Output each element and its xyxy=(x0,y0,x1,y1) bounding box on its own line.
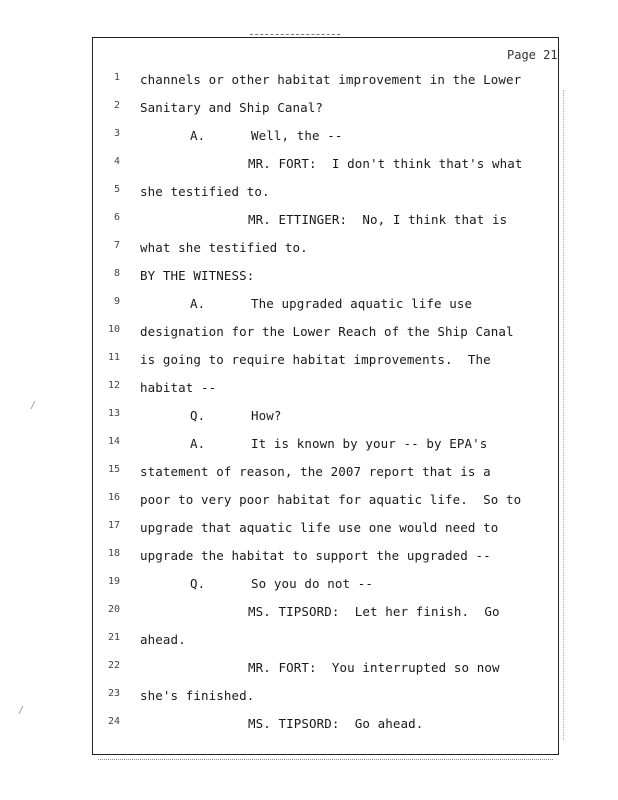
scan-artifact-right xyxy=(563,90,566,740)
line-text: channels or other habitat improvement in the Lower xyxy=(140,72,522,87)
line-number: 12 xyxy=(107,380,120,391)
line-number: 15 xyxy=(107,464,120,475)
line-number: 5 xyxy=(113,184,120,195)
line-number: 3 xyxy=(113,128,120,139)
line-text: MR. ETTINGER: No, I think that is xyxy=(248,212,508,227)
line-text: designation for the Lower Reach of the Ship Canal xyxy=(140,324,514,339)
line-text: Q. How? xyxy=(190,408,282,423)
line-text: BY THE WITNESS: xyxy=(140,268,255,283)
line-number: 7 xyxy=(113,240,120,251)
scan-speck: / xyxy=(18,705,25,716)
line-text: Sanitary and Ship Canal? xyxy=(140,100,324,115)
line-number: 13 xyxy=(107,408,120,419)
line-text: she testified to. xyxy=(140,184,270,199)
scan-speck: / xyxy=(30,400,37,411)
line-number: 8 xyxy=(113,268,120,279)
line-number: 19 xyxy=(107,576,120,587)
line-number: 23 xyxy=(107,688,120,699)
line-text: MR. FORT: You interrupted so now xyxy=(248,660,500,675)
line-number: 6 xyxy=(113,212,120,223)
line-text: she's finished. xyxy=(140,688,255,703)
line-number: 21 xyxy=(107,632,120,643)
line-text: MS. TIPSORD: Let her finish. Go xyxy=(248,604,500,619)
line-number: 14 xyxy=(107,436,120,447)
line-number: 18 xyxy=(107,548,120,559)
line-number: 9 xyxy=(113,296,120,307)
line-text: upgrade that aquatic life use one would need to xyxy=(140,520,499,535)
line-text: upgrade the habitat to support the upgraded -- xyxy=(140,548,491,563)
line-number: 2 xyxy=(113,100,120,111)
line-text: A. The upgraded aquatic life use xyxy=(190,296,473,311)
line-text: habitat -- xyxy=(140,380,217,395)
line-number: 4 xyxy=(113,156,120,167)
line-text: statement of reason, the 2007 report that is a xyxy=(140,464,491,479)
line-number: 17 xyxy=(107,520,120,531)
page-number: Page 21 xyxy=(507,48,558,62)
line-text: A. Well, the -- xyxy=(190,128,343,143)
line-text: what she testified to. xyxy=(140,240,308,255)
scan-artifact-bottom xyxy=(98,759,553,762)
line-text: MS. TIPSORD: Go ahead. xyxy=(248,716,424,731)
line-number: 20 xyxy=(107,604,120,615)
line-text: ahead. xyxy=(140,632,186,647)
line-number: 10 xyxy=(107,324,120,335)
line-number: 1 xyxy=(113,72,120,83)
line-number: 22 xyxy=(107,660,120,671)
line-text: poor to very poor habitat for aquatic life. So to xyxy=(140,492,522,507)
transcript-page-frame xyxy=(92,37,559,755)
line-number: 16 xyxy=(107,492,120,503)
line-text: A. It is known by your -- by EPA's xyxy=(190,436,488,451)
line-number: 24 xyxy=(107,716,120,727)
line-number: 11 xyxy=(107,352,120,363)
line-text: MR. FORT: I don't think that's what xyxy=(248,156,523,171)
line-text: Q. So you do not -- xyxy=(190,576,374,591)
line-text: is going to require habitat improvements. The xyxy=(140,352,491,367)
